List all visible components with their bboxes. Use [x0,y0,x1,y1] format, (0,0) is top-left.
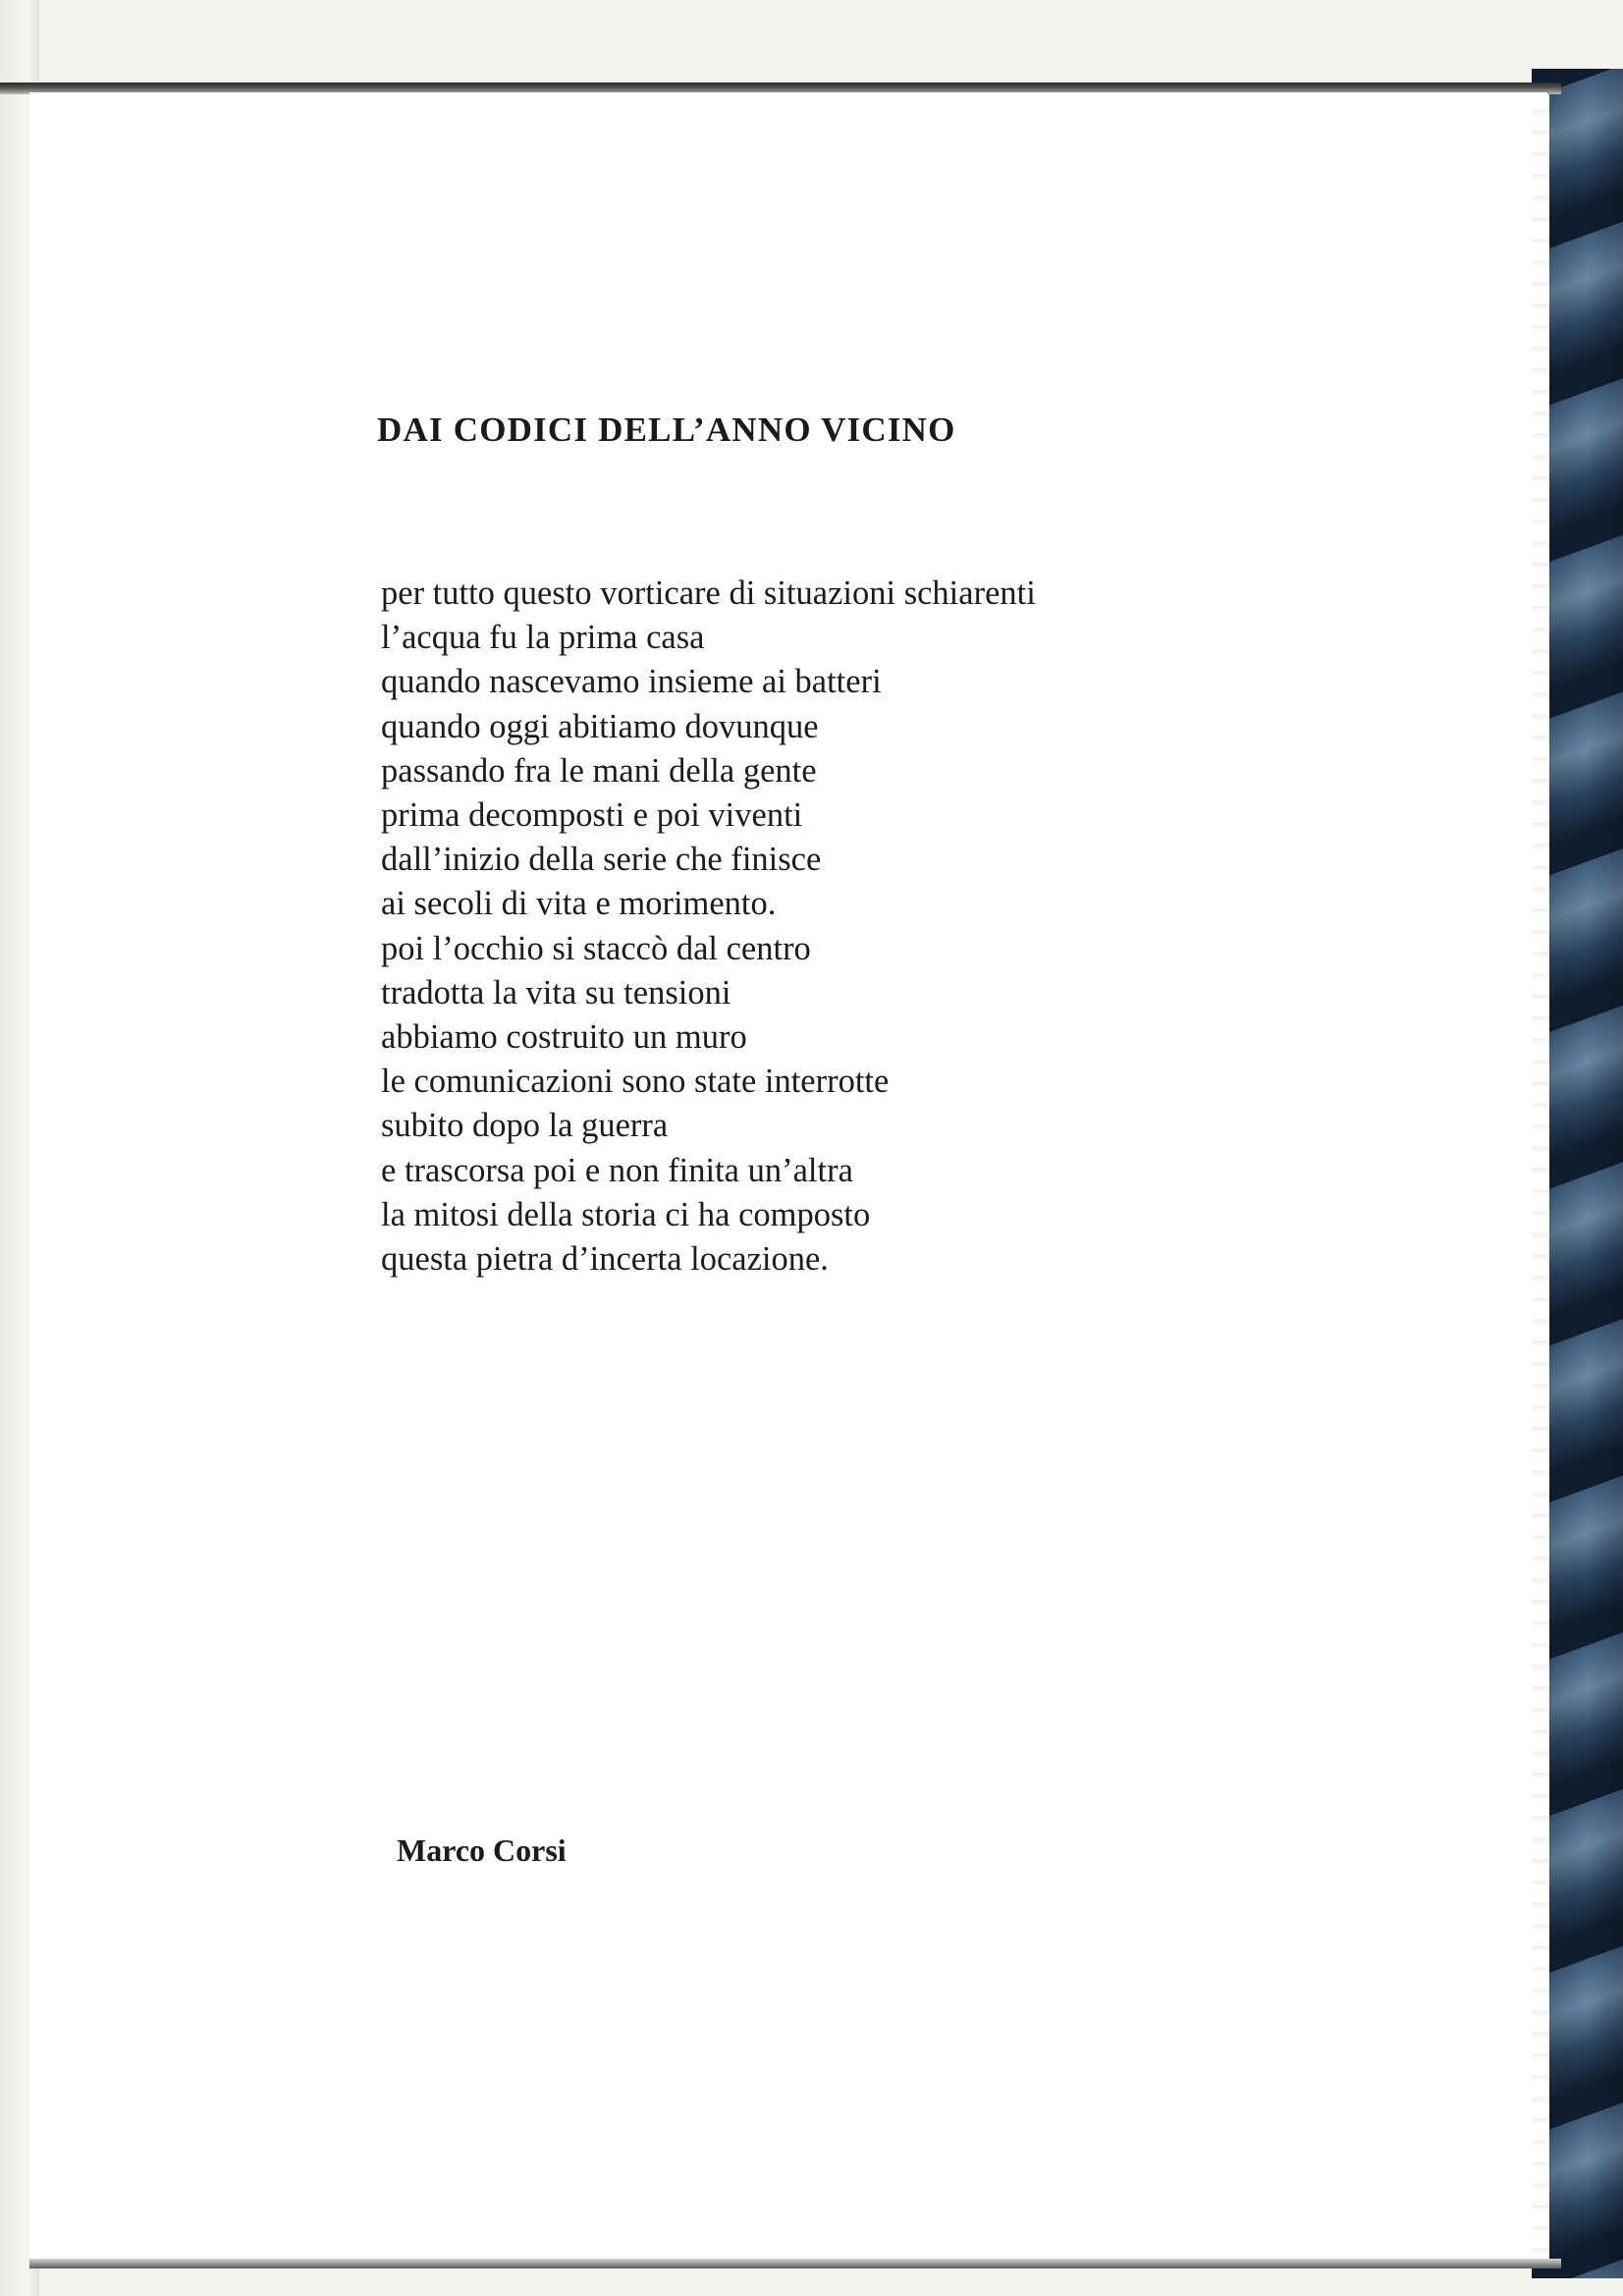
poem-line: passando fra le mani della gente [381,751,817,790]
poem-line: e trascorsa poi e non finita un’altra [381,1151,853,1189]
poem-line: ai secoli di vita e morimento. [381,885,777,923]
page-deckled-edge [1532,94,1549,2265]
poem-title: DAI CODICI DELL’ANNO VICINO [377,410,956,449]
poem-body [381,572,1036,1282]
poem-line: quando nascevamo insieme ai batteri [381,663,882,701]
poem-line: abbiamo costruito un muro [381,1018,747,1057]
page-bottom-edge [29,2259,1561,2269]
poem-line: le comunicazioni sono state interrotte [381,1063,890,1101]
poem-line: la mitosi della storia ci ha composto [381,1195,871,1233]
poem-line: questa pietra d’incerta locazione. [381,1240,829,1279]
poem-author: Marco Corsi [397,1832,567,1868]
poem-line: tradotta la vita su tensioni [381,973,731,1011]
poem-line: per tutto questo vorticare di situazioni schiarenti [381,574,1036,612]
poem-line: poi l’occhio si staccò dal centro [381,929,811,967]
poem-line: prima decomposti e poi viventi [381,796,803,835]
poem-line: dall’inizio della serie che finisce [381,841,822,879]
poem-line: subito dopo la guerra [381,1107,669,1145]
poem-line: l’acqua fu la prima casa [381,619,705,657]
poem-line: quando oggi abitiamo dovunque [381,707,819,745]
